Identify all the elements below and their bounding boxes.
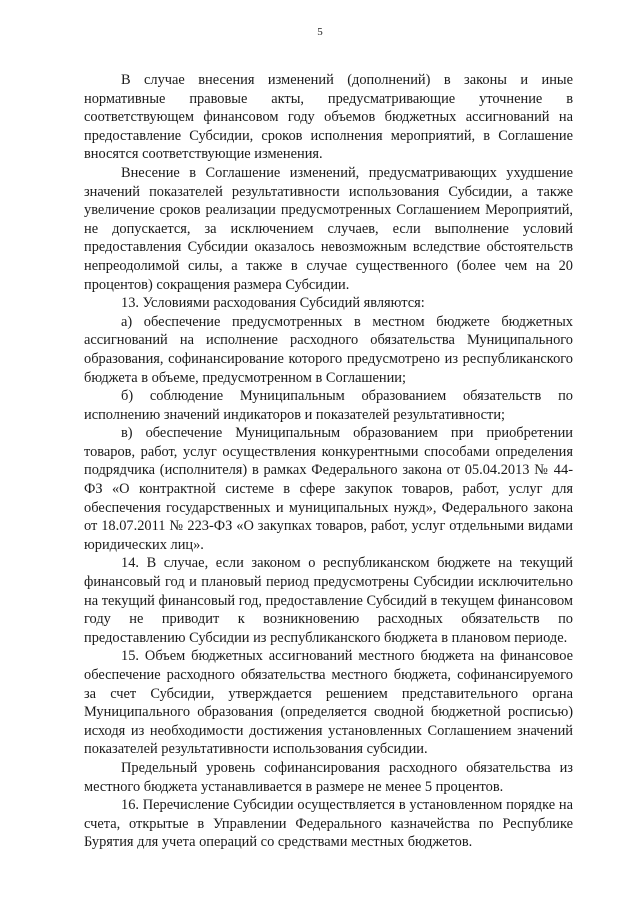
paragraph-clause-13c: в) обеспечение Муниципальным образованием при приобретении товаров, работ, услуг осуществления конкурентными способами определения подрядчика (исполнителя) в рамках Федерального закона от 05.04.2013 № 44-ФЗ «О контрактной системе в сфере закупок товаров, работ, услуг для обеспечения государственных и муниципальных нужд», Федерального закона от 18.07.2011 № 223-ФЗ «О закупках товаров, работ, услуг отдельными видами юридических лиц». xyxy=(84,425,573,553)
paragraph-clause-13b: б) соблюдение Муниципальным образованием обязательств по исполнению значений индикаторов и показателей результативности; xyxy=(84,388,573,423)
document-body xyxy=(84,71,573,852)
page-number: 5 xyxy=(317,26,323,38)
paragraph-clause-16: 16. Перечисление Субсидии осуществляется в установленном порядке на счета, открытые в Управлении Федерального казначейства по Республике Бурятия для учета операций со средствами местных бюджетов. xyxy=(84,797,573,851)
paragraph-cofinancing-level: Предельный уровень софинансирования расходного обязательства из местного бюджета устанавливается в размере не менее 5 процентов. xyxy=(84,759,573,795)
paragraph-amendments: В случае внесения изменений (дополнений) в законы и иные нормативные правовые акты, предусматривающие уточнение в соответствующем финансовом году объемов бюджетных ассигнований на предоставление Субсидии, сроков исполнения мероприятий, в Соглашение вносятся соответствующие изменения. xyxy=(84,72,573,163)
paragraph-clause-15: 15. Объем бюджетных ассигнований местного бюджета на финансовое обеспечение расходного обязательства местного бюджета, софинансируемого за счет Субсидии, утверждается решением представительного органа Муниципального образования (определяется сводной бюджетной росписью) исходя из необходимости достижения установленных Соглашением значений показателей результативности использования субсидии. xyxy=(84,648,573,758)
paragraph-agreement-changes: Внесение в Соглашение изменений, предусматривающих ухудшение значений показателей результативности использования Субсидии, а также увеличение сроков реализации предусмотренных Соглашением Мероприятий, не допускается, за исключением случаев, если выполнение условий предоставления Субсидии оказалось невозможным вследствие обстоятельств непреодолимой силы, а также в случае существенного (более чем на 20 процентов) сокращения размера Субсидии. xyxy=(84,164,573,293)
paragraph-clause-13: 13. Условиями расходования Субсидий являются: xyxy=(121,295,425,312)
paragraph-clause-14: 14. В случае, если законом о республиканском бюджете на текущий финансовый год и плановый период предусмотрены Субсидии исключительно на текущий финансовый год, предоставление Субсидий в текущем финансовом году не приводит к возникновению расходных обязательств по предоставлению Субсидии из республиканского бюджета в плановом периоде. xyxy=(84,555,573,646)
paragraph-clause-13a: а) обеспечение предусмотренных в местном бюджете бюджетных ассигнований на исполнение расходного обязательства Муниципального образования, софинансирование которого предусмотрено из республиканского бюджета в объеме, предусмотренном в Соглашении; xyxy=(84,313,573,386)
